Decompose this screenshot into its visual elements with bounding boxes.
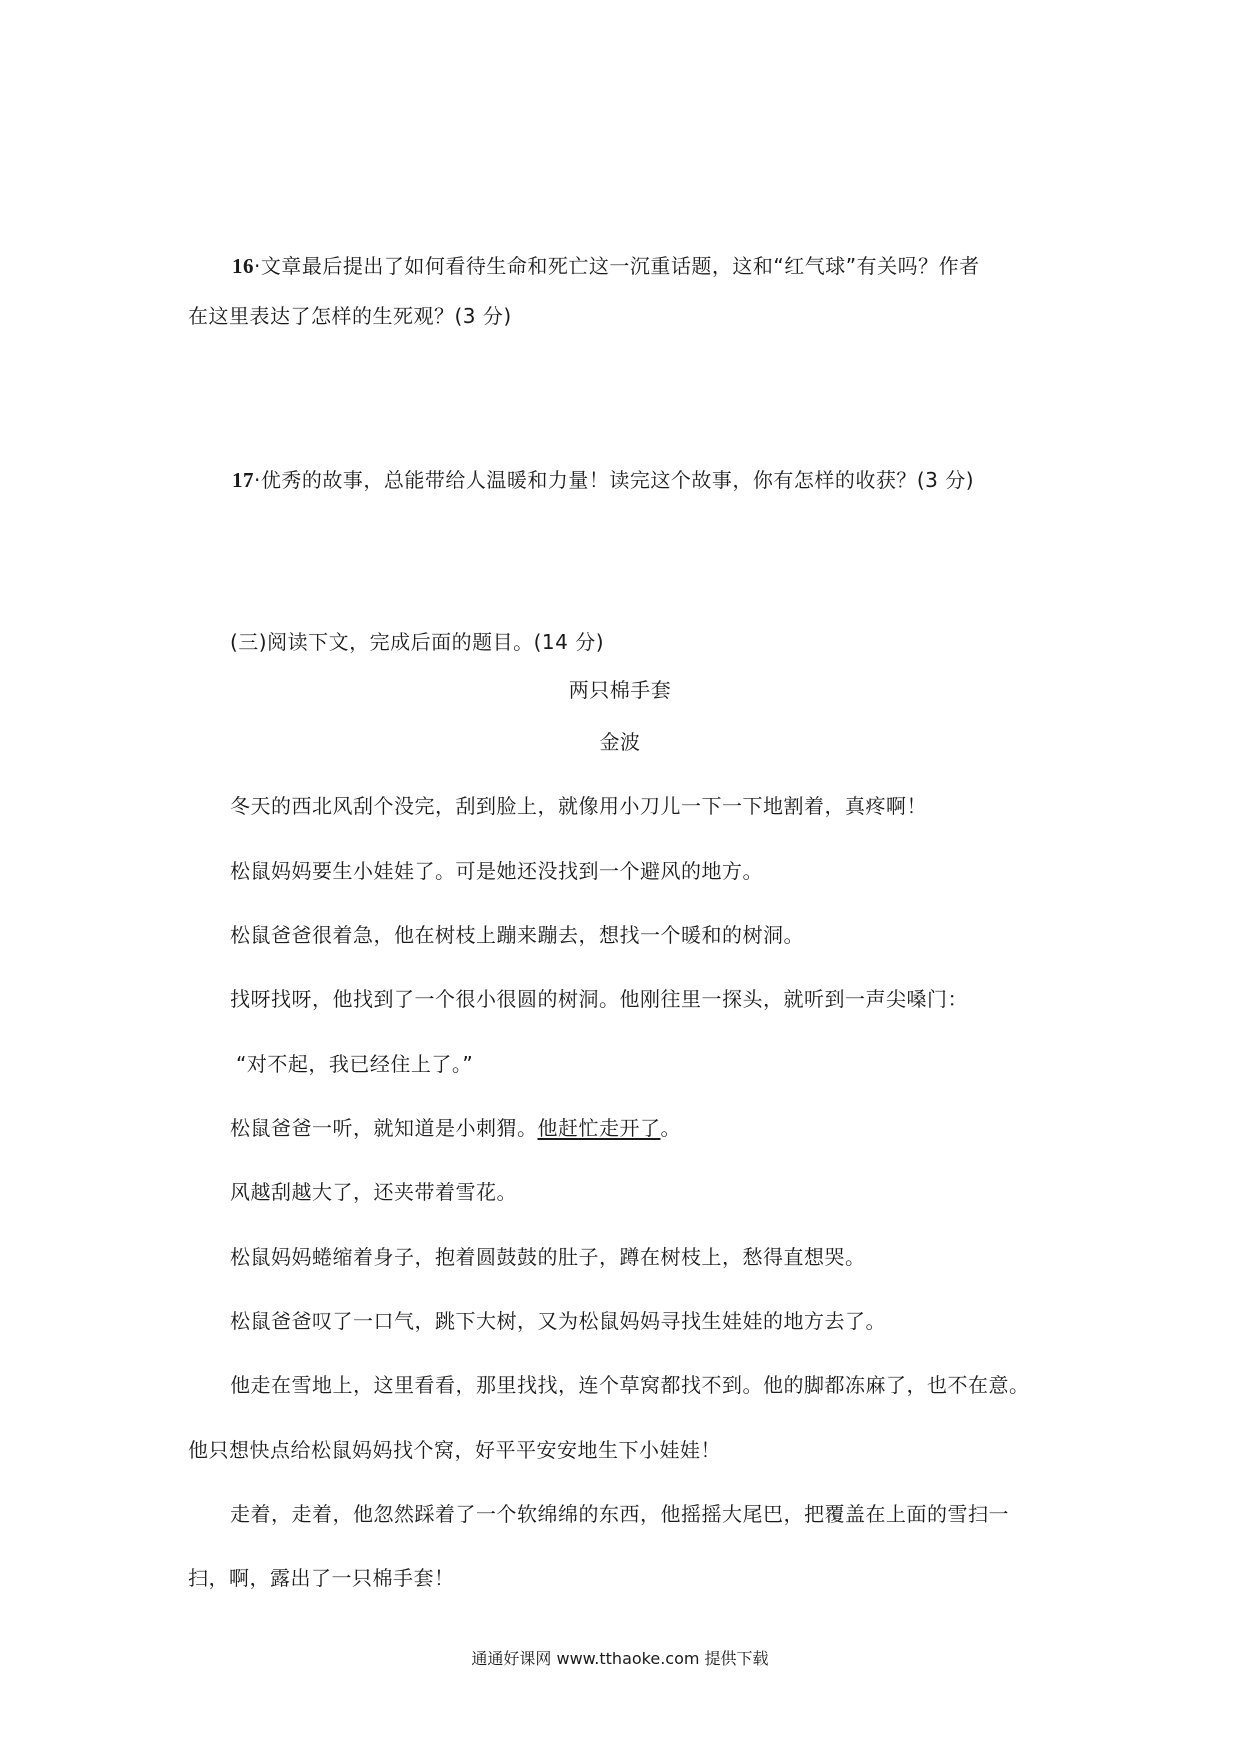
paragraph-2: 松鼠妈妈要生小娃娃了。可是她还没找到一个避风的地方。: [230, 859, 763, 883]
paragraph-8: 松鼠妈妈蜷缩着身子，抱着圆鼓鼓的肚子，蹲在树枝上，愁得直想哭。: [230, 1245, 866, 1269]
paragraph-10-line-1: 他走在雪地上，这里看看，那里找找，连个草窝都找不到。他的脚都冻麻了，也不在意。: [230, 1373, 1030, 1397]
paragraph-6: [230, 1114, 681, 1142]
paragraph-9: 松鼠爸爸叹了一口气，跳下大树，又为松鼠妈妈寻找生娃娃的地方去了。: [230, 1309, 886, 1333]
question-16-line-1: [232, 252, 980, 280]
section-heading: (三)阅读下文，完成后面的题目。(14 分): [230, 630, 605, 654]
paragraph-1: 冬天的西北风刮个没完，刮到脸上，就像用小刀儿一下一下地割着，真疼啊！: [230, 794, 927, 818]
underlined-sentence: 他赶忙走开了: [537, 1116, 661, 1140]
question-number: 17: [232, 468, 254, 492]
paragraph-10-line-2: 他只想快点给松鼠妈妈找个窝，好平平安安地生下小娃娃！: [188, 1438, 721, 1462]
story-author: 金波: [599, 730, 641, 754]
paragraph-7: 风越刮越大了，还夹带着雪花。: [230, 1180, 517, 1204]
paragraph-5: “对不起，我已经住上了。”: [236, 1052, 474, 1076]
question-17: [232, 466, 974, 494]
paragraph-11-line-1: 走着，走着，他忽然踩着了一个软绵绵的东西，他摇摇大尾巴，把覆盖在上面的雪扫一: [230, 1502, 1009, 1526]
paragraph-11-line-2: 扫，啊，露出了一只棉手套！: [188, 1566, 455, 1590]
paragraph-4: 找呀找呀，他找到了一个很小很圆的树洞。他刚往里一探头，就听到一声尖嗓门：: [230, 987, 968, 1011]
paragraph-6-end: 。: [660, 1116, 681, 1140]
question-text: ·文章最后提出了如何看待生命和死亡这一沉重话题，这和“红气球”有关吗？作者: [254, 254, 980, 278]
question-number: 16: [232, 254, 254, 278]
paragraph-6-text: 松鼠爸爸一听，就知道是小刺猬。: [230, 1116, 538, 1140]
page-footer: 通通好课网 www.tthaoke.com 提供下载: [471, 1649, 769, 1668]
question-16-line-2: 在这里表达了怎样的生死观？(3 分): [188, 304, 512, 328]
question-text: ·优秀的故事，总能带给人温暖和力量！读完这个故事，你有怎样的收获？(3 分): [254, 468, 975, 492]
paragraph-3: 松鼠爸爸很着急，他在树枝上蹦来蹦去，想找一个暖和的树洞。: [230, 923, 804, 947]
story-title: 两只棉手套: [568, 678, 672, 702]
